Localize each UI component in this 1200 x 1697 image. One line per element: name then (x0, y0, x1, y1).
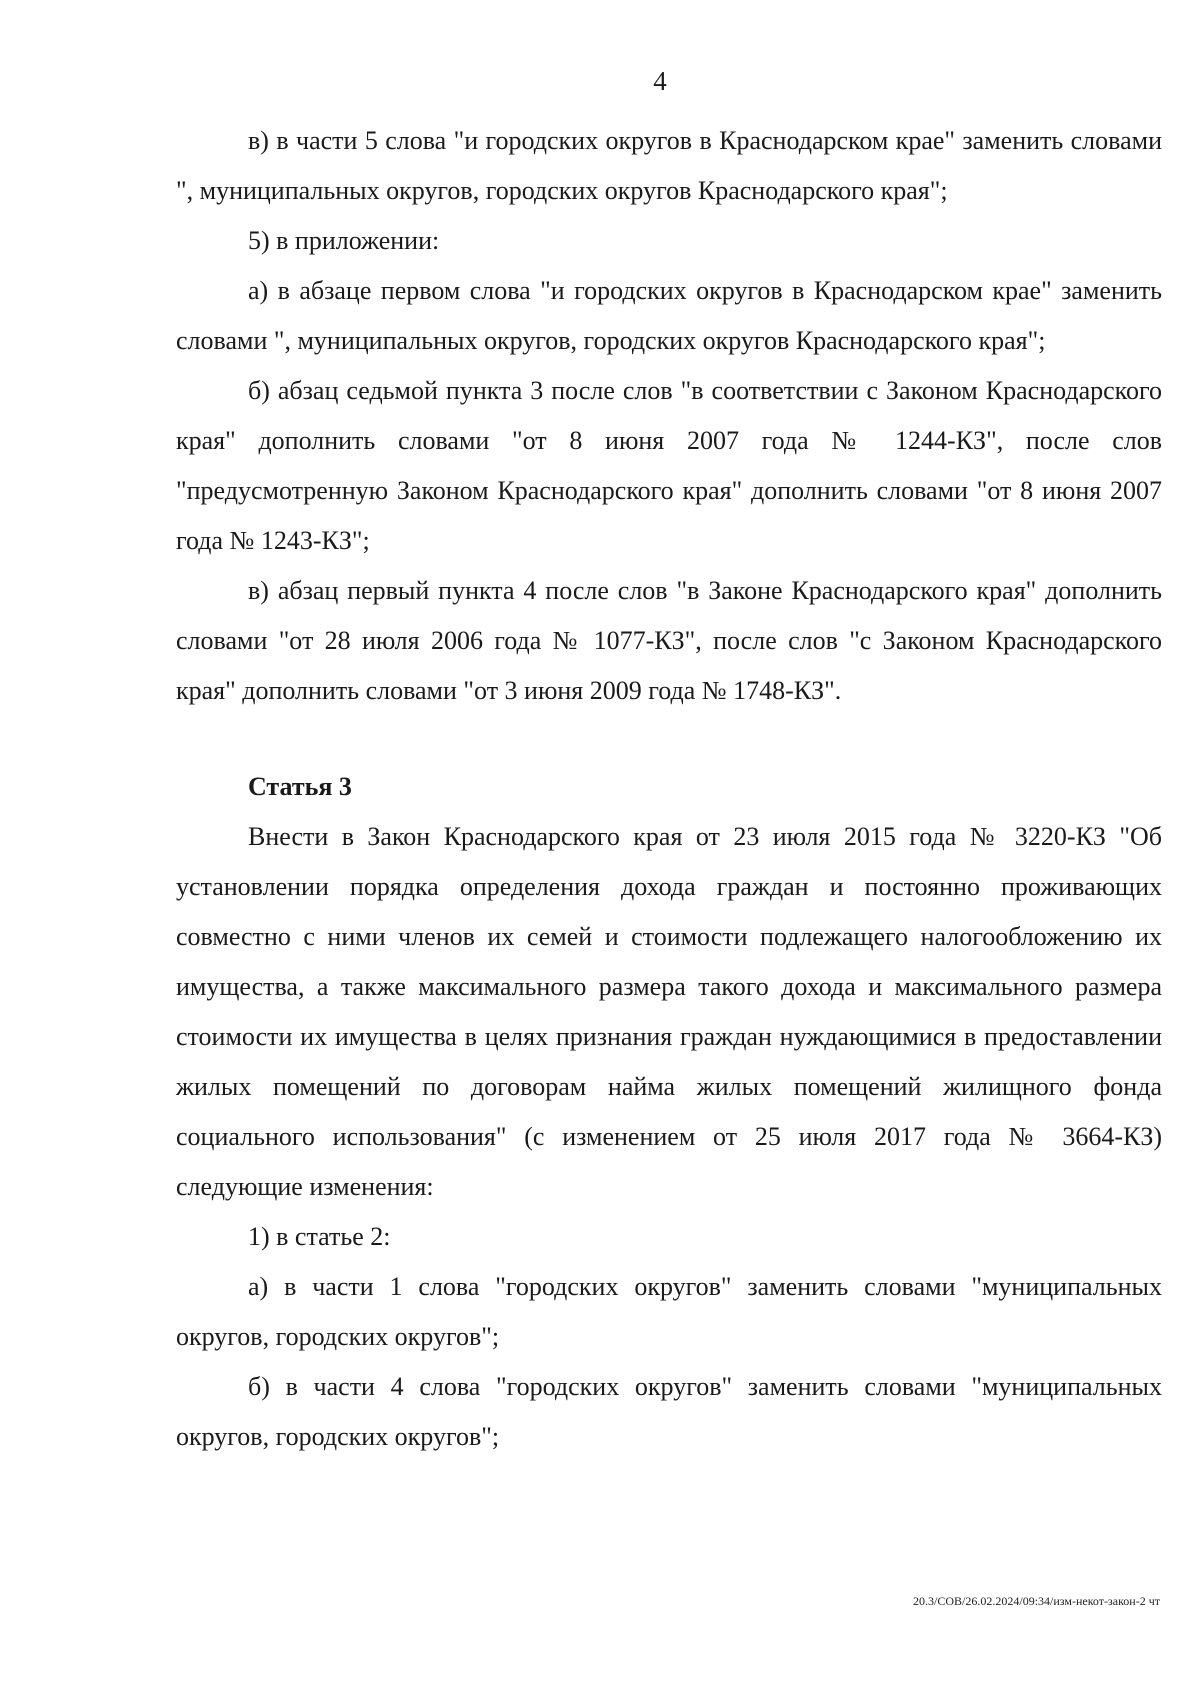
paragraph-appendix-a: а) в абзаце первом слова "и городских округов в Краснодарском крае" заменить словами ", муниципальных округов, городских округов Краснодарского края"; (176, 276, 1162, 355)
article-item-1a: а) в части 1 слова "городских округов" заменить словами "муниципальных округов, городских округов"; (176, 1272, 1162, 1351)
document-footer-code: 20.3/СОВ/26.02.2024/09:34/изм-некот-закон-2 чт (913, 1594, 1160, 1608)
paragraph-part5-replacement: в) в части 5 слова "и городских округов в Краснодарском крае" заменить словами ", муниципальных округов, городских округов Краснодарского края"; (176, 126, 1162, 205)
article-intro-paragraph: Внести в Закон Краснодарского края от 23 июля 2015 года № 3220-КЗ "Об установлении порядка определения дохода граждан и постоянно проживающих совместно с ними членов их семей и стоимости подлежащего налогообложению их имущества, а также максимального размера такого дохода и максимального размера стоимости их имущества в целях признания граждан нуждающимися в предоставлении жилых помещений по договорам найма жилых помещений жилищного фонда социального использования" (с изменением от 25 июля 2017 года № 3664-КЗ) следующие изменения: (176, 822, 1162, 1201)
article-item-1b: б) в части 4 слова "городских округов" заменить словами "муниципальных округов, городских округов"; (176, 1372, 1162, 1451)
paragraph-appendix-v: в) абзац первый пункта 4 после слов "в Законе Краснодарского края" дополнить словами "от 28 июля 2006 года № 1077-КЗ", после слов "с Законом Краснодарского края" дополнить словами "от 3 июня 2009 года № 1748-КЗ". (176, 576, 1162, 705)
article-heading: Статья 3 (248, 772, 352, 801)
document-body (176, 116, 1162, 1462)
article-item-1: 1) в статье 2: (248, 1222, 391, 1251)
page-number: 4 (653, 66, 667, 96)
paragraph-appendix-b: б) абзац седьмой пункта 3 после слов "в соответствии с Законом Краснодарского края" дополнить словами "от 8 июня 2007 года № 1244-КЗ", после слов "предусмотренную Законом Краснодарского края" дополнить словами "от 8 июня 2007 года № 1243-КЗ"; (176, 376, 1162, 555)
paragraph-appendix-item: 5) в приложении: (248, 226, 440, 255)
